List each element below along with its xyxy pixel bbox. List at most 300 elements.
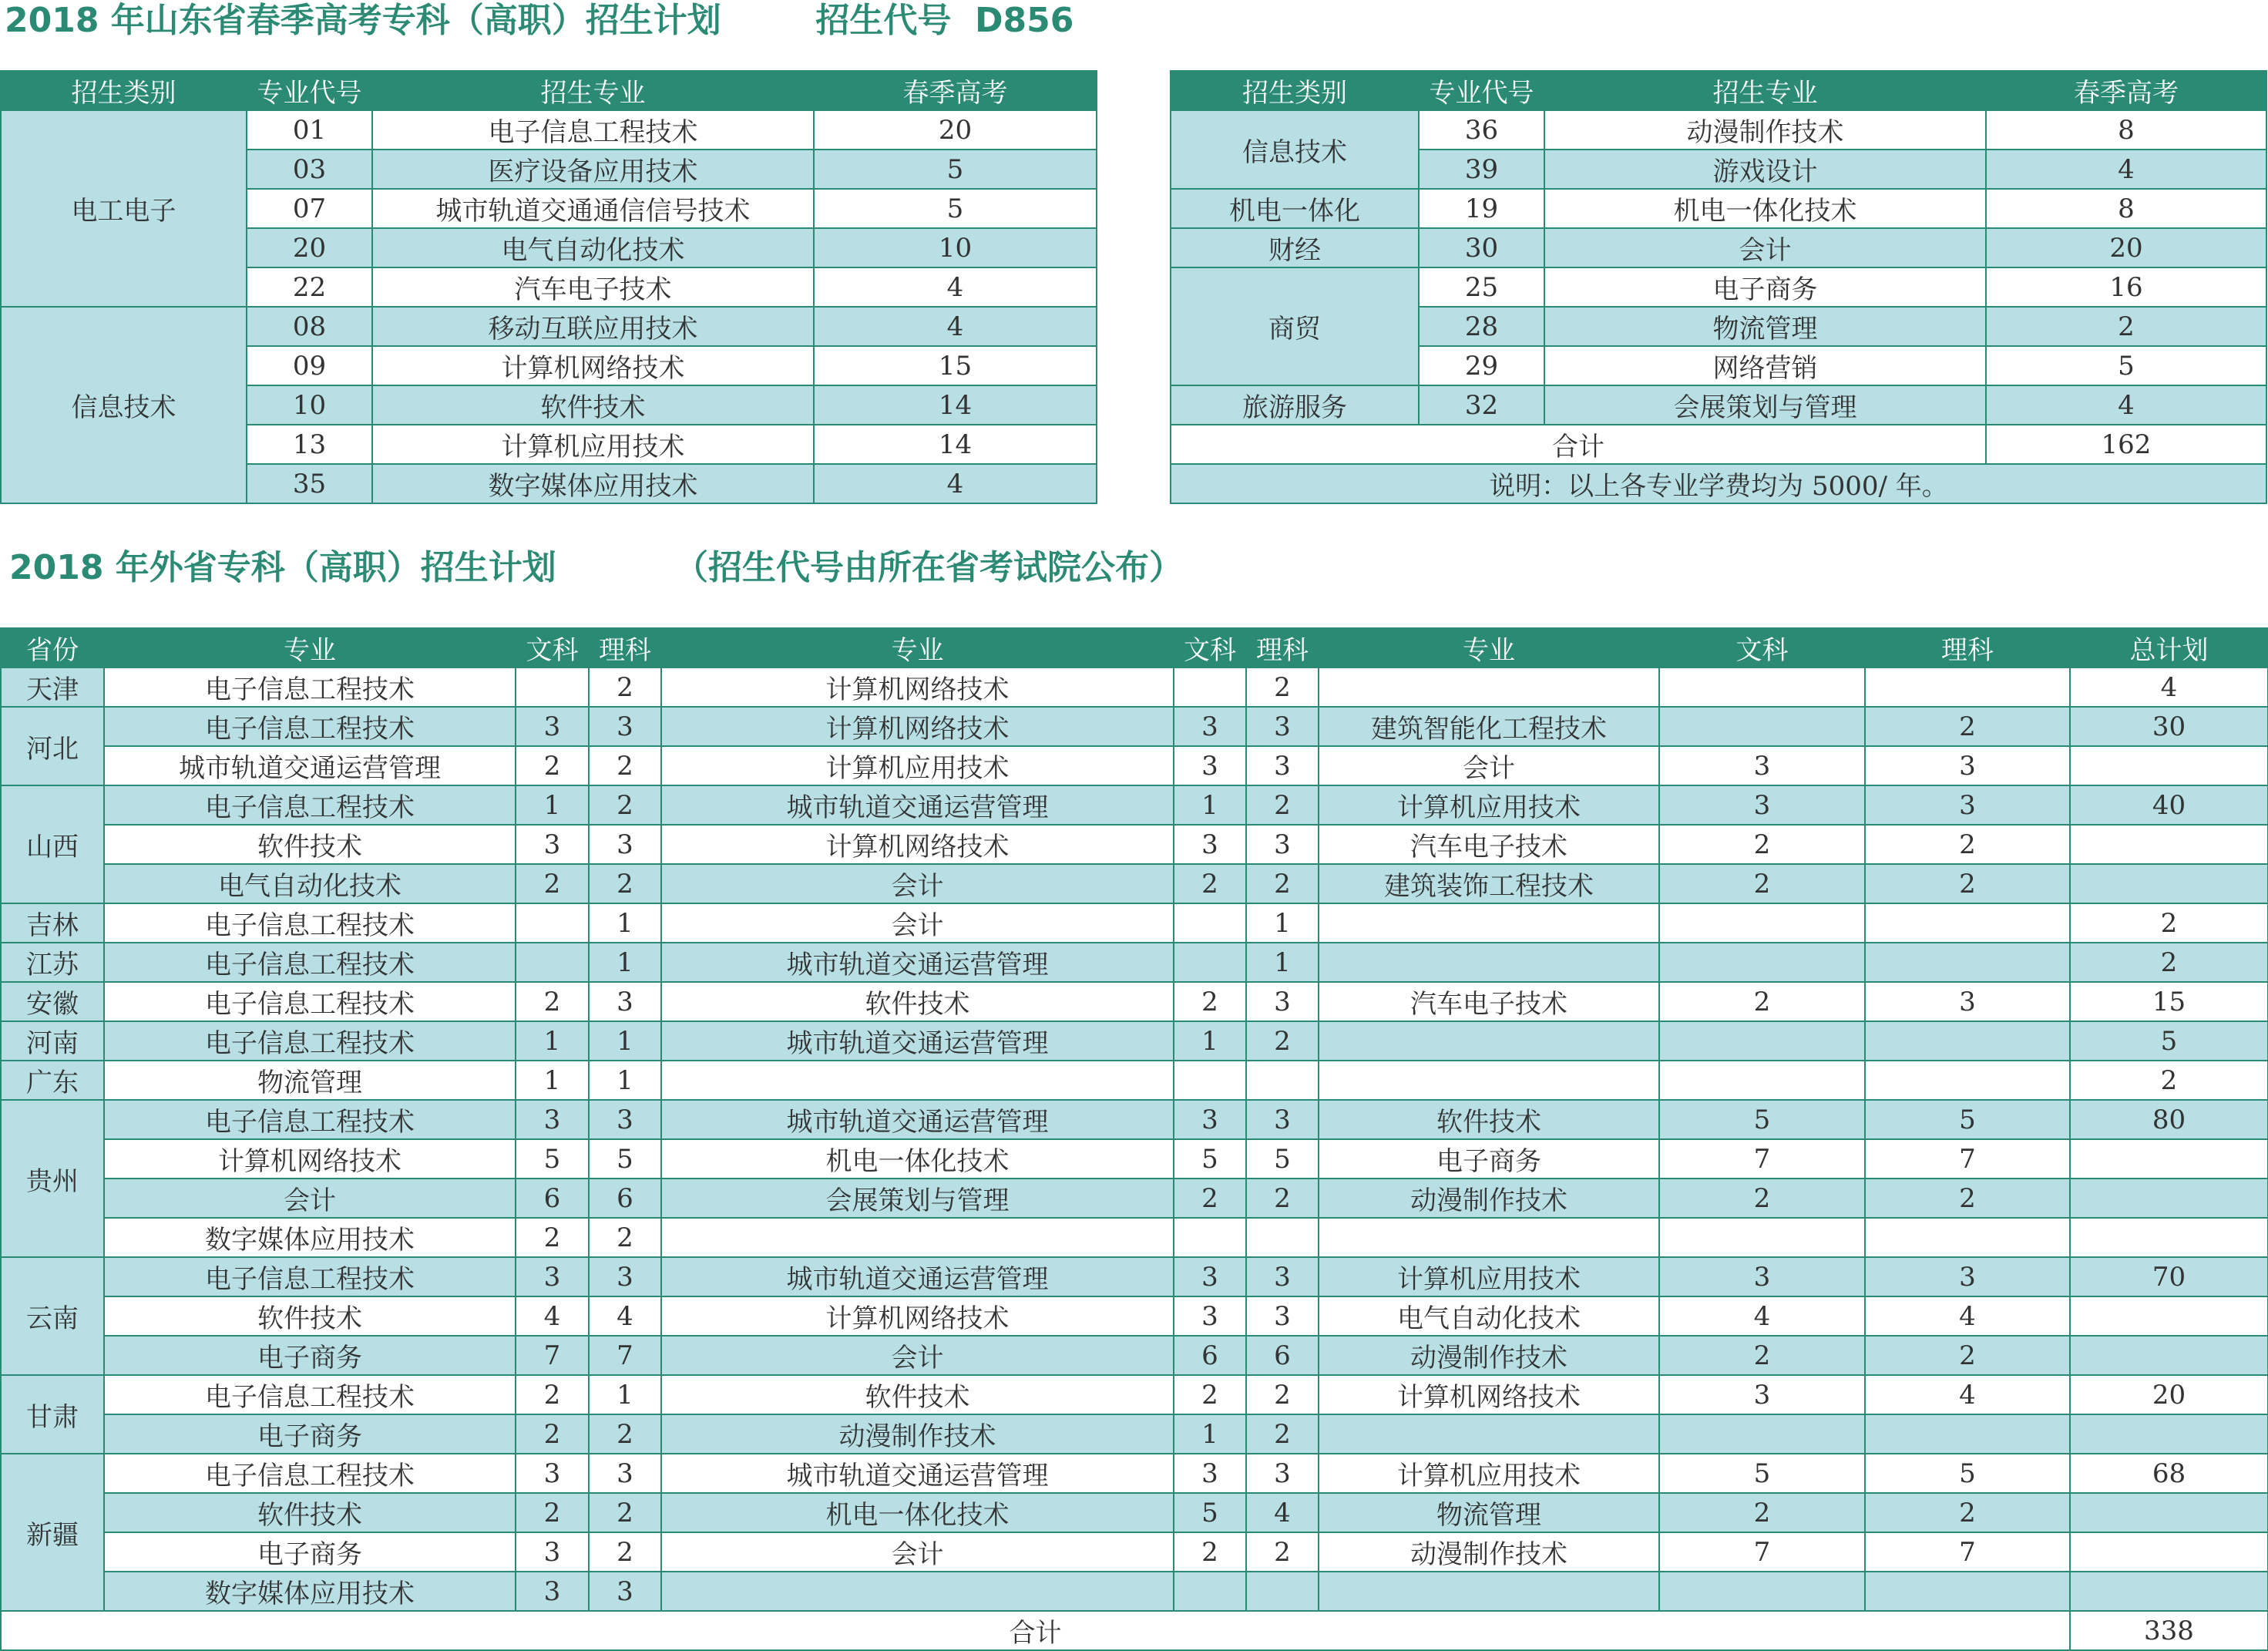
science-count-cell: 3 xyxy=(589,1100,661,1139)
arts-count-cell xyxy=(1659,1021,1865,1061)
major-cell: 会计 xyxy=(661,1532,1174,1572)
quota-cell: 16 xyxy=(1986,267,2266,307)
table-row xyxy=(1,1021,2268,1061)
major-name-cell: 数字媒体应用技术 xyxy=(372,464,814,503)
major-cell: 计算机网络技术 xyxy=(661,1296,1174,1336)
table-row xyxy=(1,903,2268,943)
category-cell: 商贸 xyxy=(1171,267,1419,385)
header-major-1: 专业 xyxy=(104,628,516,667)
table-row xyxy=(1,943,2268,982)
science-count-cell: 1 xyxy=(589,1375,661,1414)
major-cell: 电子信息工程技术 xyxy=(104,785,516,825)
major-cell: 电子信息工程技术 xyxy=(104,667,516,707)
science-count-cell xyxy=(1865,667,2070,707)
table-row xyxy=(1,1375,2268,1414)
category-cell: 财经 xyxy=(1171,228,1419,267)
science-count-cell: 3 xyxy=(1865,1257,2070,1296)
arts-count-cell: 3 xyxy=(1174,707,1246,746)
header-major: 招生专业 xyxy=(1544,71,1986,110)
arts-count-cell: 7 xyxy=(1659,1532,1865,1572)
major-cell: 计算机应用技术 xyxy=(1319,1257,1659,1296)
science-count-cell: 3 xyxy=(1246,1100,1319,1139)
major-cell: 动漫制作技术 xyxy=(1319,1179,1659,1218)
major-name-cell: 汽车电子技术 xyxy=(372,267,814,307)
arts-count-cell: 2 xyxy=(516,1375,589,1414)
major-code-cell: 09 xyxy=(247,346,372,385)
total-plan-cell xyxy=(2070,746,2268,785)
major-cell: 计算机网络技术 xyxy=(104,1139,516,1179)
quota-cell: 2 xyxy=(1986,307,2266,346)
arts-count-cell xyxy=(1659,1572,1865,1611)
arts-count-cell: 2 xyxy=(1174,864,1246,903)
major-code-cell: 36 xyxy=(1419,110,1544,150)
arts-count-cell: 3 xyxy=(516,1257,589,1296)
major-code-cell: 19 xyxy=(1419,189,1544,228)
science-count-cell xyxy=(1865,943,2070,982)
header-category: 招生类别 xyxy=(1171,71,1419,110)
quota-cell: 8 xyxy=(1986,110,2266,150)
major-cell xyxy=(1319,1021,1659,1061)
major-cell xyxy=(1319,903,1659,943)
arts-count-cell: 6 xyxy=(1174,1336,1246,1375)
major-code-cell: 25 xyxy=(1419,267,1544,307)
major-cell: 数字媒体应用技术 xyxy=(104,1572,516,1611)
arts-count-cell: 2 xyxy=(1174,1179,1246,1218)
arts-count-cell: 2 xyxy=(516,1218,589,1257)
major-cell: 计算机网络技术 xyxy=(661,825,1174,864)
total-row xyxy=(1,1611,2268,1650)
major-cell: 城市轨道交通运营管理 xyxy=(661,1100,1174,1139)
total-plan-cell: 80 xyxy=(2070,1100,2268,1139)
major-cell: 电子商务 xyxy=(104,1336,516,1375)
science-count-cell: 1 xyxy=(1246,943,1319,982)
major-code-cell: 20 xyxy=(247,228,372,267)
arts-count-cell: 3 xyxy=(1174,1257,1246,1296)
major-code-cell: 01 xyxy=(247,110,372,150)
arts-count-cell: 2 xyxy=(1659,825,1865,864)
science-count-cell: 7 xyxy=(589,1336,661,1375)
table-row xyxy=(1,707,2268,746)
arts-count-cell: 1 xyxy=(1174,1021,1246,1061)
major-name-cell: 电子商务 xyxy=(1544,267,1986,307)
arts-count-cell: 3 xyxy=(516,1454,589,1493)
header-major-code: 专业代号 xyxy=(1419,71,1544,110)
major-code-cell: 32 xyxy=(1419,385,1544,425)
science-count-cell: 2 xyxy=(1865,1336,2070,1375)
major-cell: 电气自动化技术 xyxy=(104,864,516,903)
major-cell xyxy=(1319,1572,1659,1611)
science-count-cell: 4 xyxy=(1246,1493,1319,1532)
science-count-cell: 2 xyxy=(589,1414,661,1454)
arts-count-cell: 1 xyxy=(1174,785,1246,825)
arts-count-cell xyxy=(516,943,589,982)
quota-cell: 20 xyxy=(814,110,1097,150)
total-plan-cell: 2 xyxy=(2070,943,2268,982)
major-cell: 会计 xyxy=(661,864,1174,903)
quota-cell: 4 xyxy=(1986,385,2266,425)
science-count-cell: 3 xyxy=(1865,746,2070,785)
arts-count-cell: 2 xyxy=(1659,1493,1865,1532)
quota-cell: 20 xyxy=(1986,228,2266,267)
major-cell: 城市轨道交通运营管理 xyxy=(661,1454,1174,1493)
quota-cell: 5 xyxy=(814,189,1097,228)
science-count-cell: 2 xyxy=(589,1532,661,1572)
major-cell: 城市轨道交通运营管理 xyxy=(661,1021,1174,1061)
arts-count-cell: 3 xyxy=(516,707,589,746)
major-name-cell: 电气自动化技术 xyxy=(372,228,814,267)
major-cell: 会计 xyxy=(661,903,1174,943)
major-cell xyxy=(1319,1414,1659,1454)
science-count-cell xyxy=(1246,1061,1319,1100)
major-cell: 动漫制作技术 xyxy=(1319,1532,1659,1572)
total-plan-cell xyxy=(2070,825,2268,864)
total-plan-cell: 68 xyxy=(2070,1454,2268,1493)
science-count-cell: 2 xyxy=(1865,1179,2070,1218)
header-province: 省份 xyxy=(1,628,104,667)
arts-count-cell: 3 xyxy=(516,1572,589,1611)
arts-count-cell: 2 xyxy=(516,864,589,903)
science-count-cell xyxy=(1865,1218,2070,1257)
major-cell: 电子信息工程技术 xyxy=(104,707,516,746)
header-major-3: 专业 xyxy=(1319,628,1659,667)
major-cell: 软件技术 xyxy=(104,1296,516,1336)
table-row xyxy=(1,1100,2268,1139)
science-count-cell: 2 xyxy=(589,1218,661,1257)
quota-cell: 4 xyxy=(814,307,1097,346)
science-count-cell: 1 xyxy=(589,903,661,943)
table-row xyxy=(1,1139,2268,1179)
major-code-cell: 13 xyxy=(247,425,372,464)
major-cell: 城市轨道交通运营管理 xyxy=(661,1257,1174,1296)
science-count-cell: 3 xyxy=(589,825,661,864)
science-count-cell xyxy=(1865,1021,2070,1061)
major-cell: 软件技术 xyxy=(661,1375,1174,1414)
science-count-cell xyxy=(1865,1061,2070,1100)
table-row xyxy=(1,110,1097,150)
quota-cell: 14 xyxy=(814,425,1097,464)
total-plan-cell xyxy=(2070,1218,2268,1257)
arts-count-cell xyxy=(1174,943,1246,982)
major-name-cell: 移动互联应用技术 xyxy=(372,307,814,346)
science-count-cell xyxy=(1865,1414,2070,1454)
major-cell: 计算机应用技术 xyxy=(661,746,1174,785)
major-cell: 城市轨道交通运营管理 xyxy=(661,943,1174,982)
tuition-note: 说明：以上各专业学费均为 5000/ 年。 xyxy=(1171,464,2266,503)
major-code-cell: 28 xyxy=(1419,307,1544,346)
total-plan-cell: 5 xyxy=(2070,1021,2268,1061)
arts-count-cell: 3 xyxy=(516,1100,589,1139)
total-plan-cell: 70 xyxy=(2070,1257,2268,1296)
arts-count-cell xyxy=(1659,1414,1865,1454)
arts-count-cell: 7 xyxy=(1659,1139,1865,1179)
science-count-cell: 2 xyxy=(1246,785,1319,825)
major-cell: 软件技术 xyxy=(1319,1100,1659,1139)
major-cell: 电气自动化技术 xyxy=(1319,1296,1659,1336)
science-count-cell: 4 xyxy=(1865,1296,2070,1336)
major-code-cell: 08 xyxy=(247,307,372,346)
major-name-cell: 电子信息工程技术 xyxy=(372,110,814,150)
arts-count-cell: 2 xyxy=(1659,1179,1865,1218)
province-cell: 新疆 xyxy=(1,1454,104,1611)
science-count-cell: 2 xyxy=(1246,864,1319,903)
major-cell: 计算机网络技术 xyxy=(1319,1375,1659,1414)
science-count-cell: 2 xyxy=(1246,1179,1319,1218)
major-code-cell: 10 xyxy=(247,385,372,425)
arts-count-cell: 2 xyxy=(516,1414,589,1454)
major-cell: 计算机应用技术 xyxy=(1319,785,1659,825)
major-name-cell: 计算机网络技术 xyxy=(372,346,814,385)
table-row xyxy=(1,1179,2268,1218)
major-cell: 电子信息工程技术 xyxy=(104,903,516,943)
table-row xyxy=(1171,189,2266,228)
major-cell: 会计 xyxy=(661,1336,1174,1375)
science-count-cell xyxy=(1865,903,2070,943)
science-count-cell: 2 xyxy=(589,746,661,785)
table-row xyxy=(1171,228,2266,267)
arts-count-cell: 3 xyxy=(1174,746,1246,785)
table-row xyxy=(1171,385,2266,425)
major-cell: 机电一体化技术 xyxy=(661,1493,1174,1532)
arts-count-cell: 2 xyxy=(1659,1336,1865,1375)
arts-count-cell: 2 xyxy=(1174,1375,1246,1414)
major-cell xyxy=(1319,667,1659,707)
science-count-cell: 6 xyxy=(589,1179,661,1218)
total-plan-cell xyxy=(2070,1296,2268,1336)
shandong-plan-table-right xyxy=(1170,70,2267,504)
table-row xyxy=(1,1572,2268,1611)
major-cell: 电子商务 xyxy=(1319,1139,1659,1179)
category-cell: 旅游服务 xyxy=(1171,385,1419,425)
science-count-cell: 2 xyxy=(589,667,661,707)
major-cell: 汽车电子技术 xyxy=(1319,825,1659,864)
header-arts-1: 文科 xyxy=(516,628,589,667)
major-cell: 电子信息工程技术 xyxy=(104,1257,516,1296)
total-row xyxy=(1171,425,2266,464)
major-cell xyxy=(661,1061,1174,1100)
table-header-row xyxy=(1,71,1097,110)
header-science-1: 理科 xyxy=(589,628,661,667)
table-header-row xyxy=(1,628,2268,667)
arts-count-cell xyxy=(1174,1061,1246,1100)
major-cell: 会展策划与管理 xyxy=(661,1179,1174,1218)
table-row xyxy=(1,1454,2268,1493)
header-major-2: 专业 xyxy=(661,628,1174,667)
major-code-cell: 30 xyxy=(1419,228,1544,267)
quota-cell: 5 xyxy=(1986,346,2266,385)
major-name-cell: 物流管理 xyxy=(1544,307,1986,346)
total-plan-cell xyxy=(2070,864,2268,903)
total-plan-cell: 4 xyxy=(2070,667,2268,707)
science-count-cell: 2 xyxy=(1246,1375,1319,1414)
major-cell: 机电一体化技术 xyxy=(661,1139,1174,1179)
quota-cell: 15 xyxy=(814,346,1097,385)
major-name-cell: 医疗设备应用技术 xyxy=(372,150,814,189)
major-cell: 建筑智能化工程技术 xyxy=(1319,707,1659,746)
science-count-cell: 3 xyxy=(589,982,661,1021)
arts-count-cell: 2 xyxy=(516,746,589,785)
arts-count-cell xyxy=(1659,903,1865,943)
major-name-cell: 软件技术 xyxy=(372,385,814,425)
science-count-cell: 1 xyxy=(1246,903,1319,943)
arts-count-cell: 2 xyxy=(1174,982,1246,1021)
arts-count-cell: 2 xyxy=(1659,982,1865,1021)
header-major: 招生专业 xyxy=(372,71,814,110)
quota-cell: 4 xyxy=(814,267,1097,307)
arts-count-cell: 2 xyxy=(516,982,589,1021)
title-other-provinces-plan: 2018 年外省专科（高职）招生计划 （招生代号由所在省考试院公布） xyxy=(9,548,1183,587)
science-count-cell xyxy=(1246,1218,1319,1257)
major-cell xyxy=(661,1572,1174,1611)
province-cell: 广东 xyxy=(1,1061,104,1100)
science-count-cell: 2 xyxy=(1246,667,1319,707)
science-count-cell: 2 xyxy=(1246,1532,1319,1572)
header-category: 招生类别 xyxy=(1,71,247,110)
province-cell: 甘肃 xyxy=(1,1375,104,1454)
total-plan-cell: 2 xyxy=(2070,903,2268,943)
province-cell: 贵州 xyxy=(1,1100,104,1257)
header-arts-3: 文科 xyxy=(1659,628,1865,667)
science-count-cell: 3 xyxy=(1865,982,2070,1021)
arts-count-cell: 5 xyxy=(1659,1100,1865,1139)
science-count-cell xyxy=(1246,1572,1319,1611)
arts-count-cell: 2 xyxy=(1659,864,1865,903)
arts-count-cell: 1 xyxy=(516,1021,589,1061)
province-cell: 山西 xyxy=(1,785,104,903)
arts-count-cell xyxy=(516,667,589,707)
arts-count-cell xyxy=(1174,1572,1246,1611)
header-major-code: 专业代号 xyxy=(247,71,372,110)
major-cell xyxy=(1319,943,1659,982)
title-shandong-plan: 2018 年山东省春季高考专科（高职）招生计划 招生代号 D856 xyxy=(5,1,1074,40)
science-count-cell: 3 xyxy=(1246,707,1319,746)
arts-count-cell xyxy=(1659,1218,1865,1257)
table-row xyxy=(1,1218,2268,1257)
total-plan-cell xyxy=(2070,1532,2268,1572)
total-value: 338 xyxy=(2070,1611,2268,1650)
science-count-cell: 2 xyxy=(1246,1021,1319,1061)
header-total-plan: 总计划 xyxy=(2070,628,2268,667)
major-name-cell: 计算机应用技术 xyxy=(372,425,814,464)
major-name-cell: 网络营销 xyxy=(1544,346,1986,385)
major-cell: 动漫制作技术 xyxy=(661,1414,1174,1454)
major-name-cell: 会展策划与管理 xyxy=(1544,385,1986,425)
total-plan-cell: 2 xyxy=(2070,1061,2268,1100)
arts-count-cell: 4 xyxy=(1659,1296,1865,1336)
province-cell: 江苏 xyxy=(1,943,104,982)
science-count-cell: 3 xyxy=(1246,825,1319,864)
total-label: 合计 xyxy=(1171,425,1986,464)
science-count-cell xyxy=(1865,1572,2070,1611)
major-cell: 汽车电子技术 xyxy=(1319,982,1659,1021)
table-row xyxy=(1,785,2268,825)
arts-count-cell: 5 xyxy=(516,1139,589,1179)
science-count-cell: 2 xyxy=(1865,825,2070,864)
major-cell: 电子信息工程技术 xyxy=(104,1100,516,1139)
arts-count-cell xyxy=(516,903,589,943)
science-count-cell: 1 xyxy=(589,1021,661,1061)
shandong-plan-table-left xyxy=(0,70,1097,504)
table-row xyxy=(1,982,2268,1021)
major-cell xyxy=(1319,1061,1659,1100)
science-count-cell: 2 xyxy=(589,785,661,825)
quota-cell: 8 xyxy=(1986,189,2266,228)
science-count-cell: 3 xyxy=(589,1454,661,1493)
arts-count-cell: 3 xyxy=(1659,1375,1865,1414)
science-count-cell: 2 xyxy=(1865,707,2070,746)
header-spring-exam: 春季高考 xyxy=(814,71,1097,110)
total-plan-cell: 15 xyxy=(2070,982,2268,1021)
science-count-cell: 1 xyxy=(589,943,661,982)
major-name-cell: 游戏设计 xyxy=(1544,150,1986,189)
major-code-cell: 39 xyxy=(1419,150,1544,189)
science-count-cell: 3 xyxy=(589,707,661,746)
science-count-cell: 3 xyxy=(1246,746,1319,785)
major-name-cell: 会计 xyxy=(1544,228,1986,267)
major-cell: 计算机应用技术 xyxy=(1319,1454,1659,1493)
province-cell: 河北 xyxy=(1,707,104,785)
major-cell: 数字媒体应用技术 xyxy=(104,1218,516,1257)
major-cell: 城市轨道交通运营管理 xyxy=(104,746,516,785)
province-cell: 云南 xyxy=(1,1257,104,1375)
arts-count-cell xyxy=(1659,707,1865,746)
arts-count-cell: 5 xyxy=(1174,1493,1246,1532)
major-code-cell: 07 xyxy=(247,189,372,228)
total-plan-cell xyxy=(2070,1414,2268,1454)
category-cell: 信息技术 xyxy=(1,307,247,503)
table-row xyxy=(1,1414,2268,1454)
arts-count-cell: 3 xyxy=(1174,1296,1246,1336)
major-cell: 物流管理 xyxy=(1319,1493,1659,1532)
table-row xyxy=(1171,110,2266,150)
quota-cell: 4 xyxy=(814,464,1097,503)
science-count-cell: 3 xyxy=(589,1572,661,1611)
science-count-cell: 5 xyxy=(1246,1139,1319,1179)
science-count-cell: 7 xyxy=(1865,1139,2070,1179)
major-cell: 软件技术 xyxy=(104,1493,516,1532)
arts-count-cell: 5 xyxy=(1659,1454,1865,1493)
category-cell: 信息技术 xyxy=(1171,110,1419,189)
category-cell: 电工电子 xyxy=(1,110,247,307)
science-count-cell: 2 xyxy=(1865,1493,2070,1532)
table-row xyxy=(1,1257,2268,1296)
arts-count-cell: 3 xyxy=(1659,746,1865,785)
province-cell: 吉林 xyxy=(1,903,104,943)
arts-count-cell: 3 xyxy=(1659,1257,1865,1296)
science-count-cell: 2 xyxy=(589,1493,661,1532)
table-row xyxy=(1171,267,2266,307)
arts-count-cell: 7 xyxy=(516,1336,589,1375)
major-cell: 计算机网络技术 xyxy=(661,707,1174,746)
arts-count-cell: 3 xyxy=(516,1532,589,1572)
science-count-cell: 5 xyxy=(1865,1100,2070,1139)
science-count-cell: 6 xyxy=(1246,1336,1319,1375)
arts-count-cell: 1 xyxy=(516,1061,589,1100)
major-cell: 电子信息工程技术 xyxy=(104,1375,516,1414)
major-cell: 会计 xyxy=(104,1179,516,1218)
major-cell xyxy=(661,1218,1174,1257)
table-row xyxy=(1,667,2268,707)
major-cell: 建筑装饰工程技术 xyxy=(1319,864,1659,903)
science-count-cell: 5 xyxy=(1865,1454,2070,1493)
total-label: 合计 xyxy=(1,1611,2070,1650)
table-row xyxy=(1,864,2268,903)
arts-count-cell: 5 xyxy=(1174,1139,1246,1179)
total-plan-cell xyxy=(2070,1179,2268,1218)
arts-count-cell: 3 xyxy=(1174,825,1246,864)
quota-cell: 14 xyxy=(814,385,1097,425)
major-cell: 软件技术 xyxy=(104,825,516,864)
total-plan-cell xyxy=(2070,1139,2268,1179)
